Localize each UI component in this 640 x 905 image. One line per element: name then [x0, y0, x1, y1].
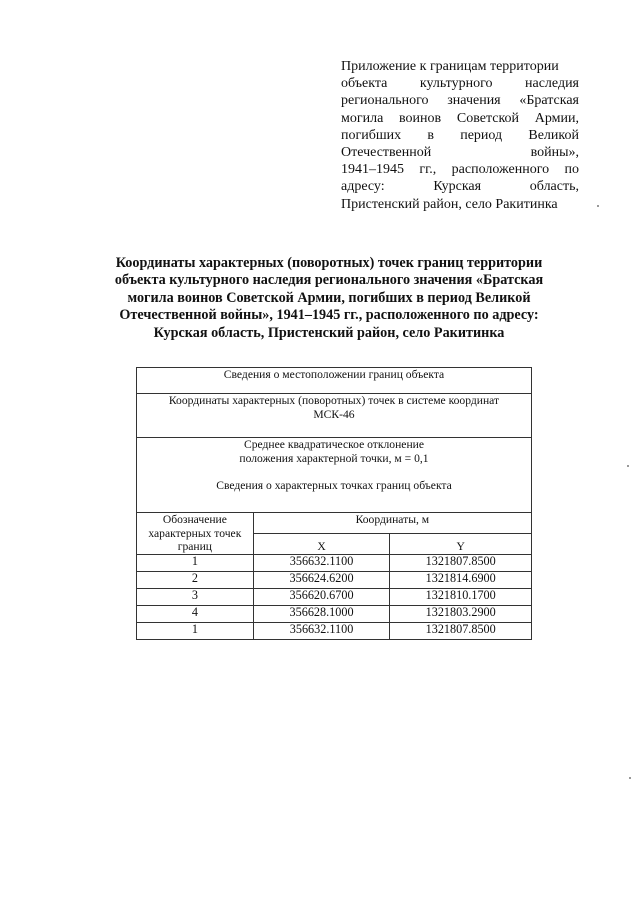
- column-header-x: X: [253, 533, 390, 554]
- scan-speck: [629, 777, 631, 779]
- table-row: [137, 438, 532, 513]
- table-row: [137, 588, 532, 605]
- table-row: [137, 368, 532, 394]
- coordinate-y: 1321807.8500: [390, 622, 532, 639]
- coordinate-x: 356620.6700: [253, 588, 390, 605]
- location-heading: Сведения о местоположении границ объекта: [137, 368, 532, 394]
- point-id: 1: [137, 554, 254, 571]
- title-line: объекта культурного наследия регионального значения «Братская: [114, 272, 544, 289]
- appendix-line: могила воинов Советской Армии,: [341, 110, 579, 126]
- table-header-row: [137, 513, 532, 534]
- coordinates-table: [136, 367, 532, 640]
- appendix-line: 1941–1945 гг., расположенного по: [341, 162, 579, 178]
- points-heading: Сведения о характерных точках границ объекта: [216, 479, 452, 493]
- point-id: 1: [137, 622, 254, 639]
- appendix-line: Пристенский район, село Ракитинка: [341, 196, 558, 212]
- title-line: Координаты характерных (поворотных) точек границ территории: [115, 255, 543, 271]
- table-row: [137, 605, 532, 622]
- coordinate-system-cell: [137, 394, 532, 438]
- title-line: могила воинов Советской Армии, погибших в период Великой: [127, 289, 531, 306]
- accuracy-cell: [137, 438, 532, 513]
- appendix-line: адресу: Курская область,: [341, 179, 579, 195]
- coordinate-system-text: Координаты характерных (поворотных) точек в системе координат: [168, 394, 500, 407]
- scan-speck: [627, 465, 629, 467]
- coordinate-x: 356632.1100: [253, 622, 390, 639]
- table-row: [137, 571, 532, 588]
- appendix-line: регионального значения «Братская: [341, 93, 579, 109]
- coordinate-x: 356628.1000: [253, 605, 390, 622]
- coordinate-y: 1321803.2900: [390, 605, 532, 622]
- accuracy-text: Среднее квадратическое отклонение: [244, 438, 424, 451]
- column-header-designation: Обозначение характерных точек границ: [137, 513, 254, 555]
- appendix-line: Отечественной войны»,: [341, 145, 579, 161]
- appendix-note: [341, 58, 579, 213]
- title-line: Отечественной войны», 1941–1945 гг., расположенного по адресу:: [119, 307, 539, 324]
- point-id: 3: [137, 588, 254, 605]
- coordinate-system-name: МСК-46: [313, 407, 355, 421]
- table-row: [137, 394, 532, 438]
- coordinate-x: 356632.1100: [253, 554, 390, 571]
- column-header-y: Y: [390, 533, 532, 554]
- table-row: [137, 554, 532, 571]
- title-line: Курская область, Пристенский район, село Ракитинка: [153, 324, 505, 341]
- accuracy-value: положения характерной точки, м = 0,1: [239, 451, 429, 465]
- point-id: 2: [137, 571, 254, 588]
- coordinate-y: 1321814.6900: [390, 571, 532, 588]
- coordinate-y: 1321810.1700: [390, 588, 532, 605]
- coordinate-y: 1321807.8500: [390, 554, 532, 571]
- coordinate-x: 356624.6200: [253, 571, 390, 588]
- point-id: 4: [137, 605, 254, 622]
- table-row: [137, 622, 532, 639]
- appendix-line: Приложение к границам территории: [341, 59, 559, 74]
- scan-speck: [597, 205, 599, 207]
- appendix-line: погибших в период Великой: [341, 127, 579, 143]
- appendix-line: объекта культурного наследия: [341, 76, 579, 92]
- column-header-coordinates: Координаты, м: [253, 513, 531, 534]
- document-title: [96, 255, 562, 342]
